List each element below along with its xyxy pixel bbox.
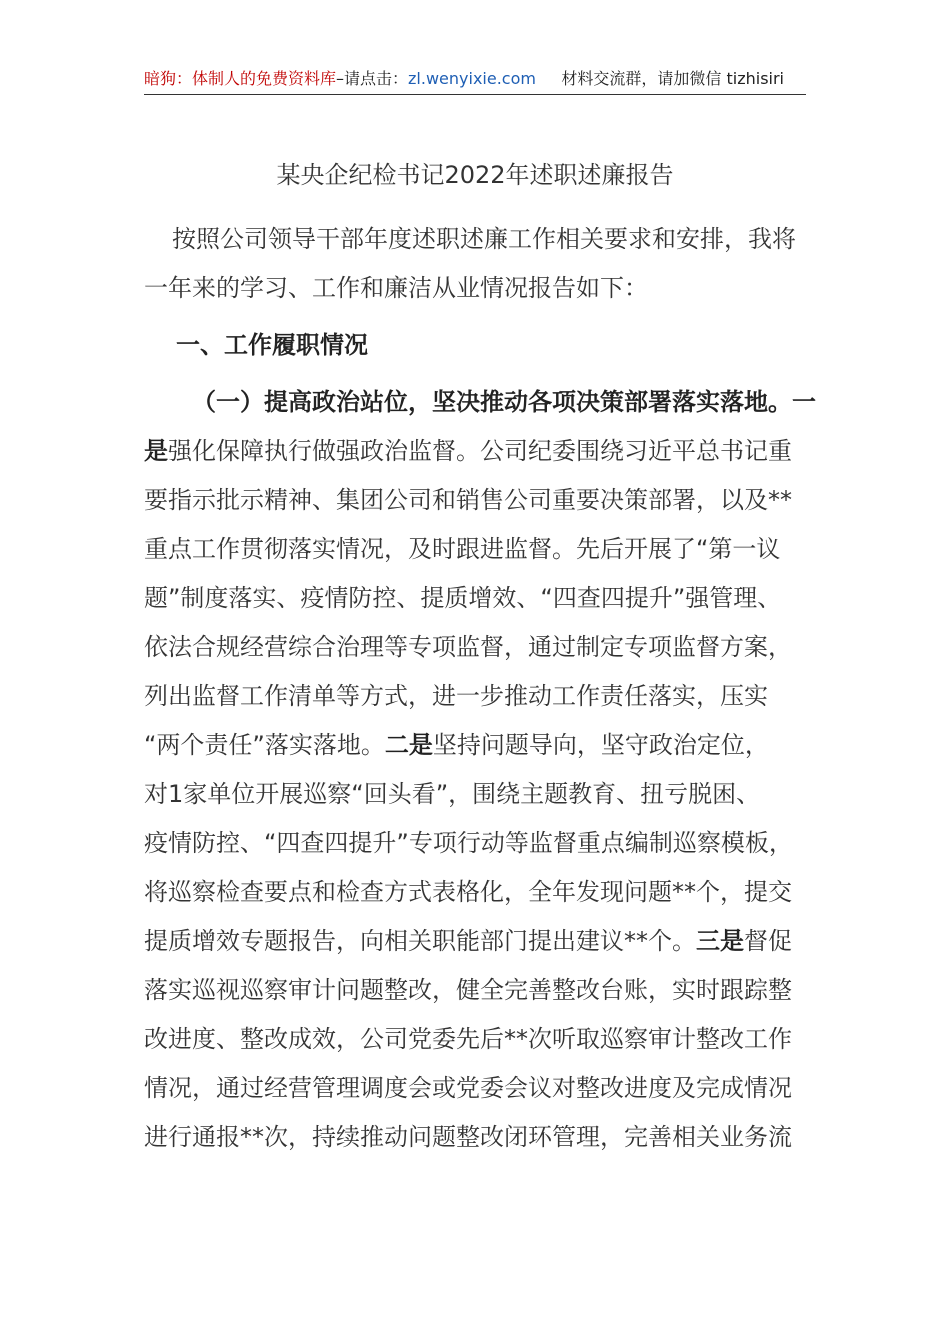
intro-paragraph	[144, 222, 820, 320]
body-line: 要指示批示精神、集团公司和销售公司重要决策部署，以及**	[144, 486, 792, 514]
header-spacer	[536, 69, 561, 88]
body-line	[144, 728, 820, 777]
page-header	[144, 68, 806, 95]
body-line: 题”制度落实、疫情防控、提质增效、“四查四提升”强管理、	[144, 584, 782, 612]
body-line: 改进度、整改成效，公司党委先后**次听取巡察审计整改工作	[144, 1025, 792, 1053]
body-line	[144, 385, 820, 434]
body-line: 落实巡视巡察审计问题整改，健全完善整改台账，实时跟踪整	[144, 976, 792, 1004]
body-text: 坚持问题导向，坚守政治定位，	[432, 731, 769, 759]
body-line: 进行通报**次，持续推动问题整改闭环管理，完善相关业务流	[144, 1123, 792, 1151]
header-site-label: 暗狗：体制人的免费资料库	[144, 69, 337, 88]
marker-one: 一	[792, 388, 816, 416]
body-line: 情况，通过经营管理调度会或党委会议对整改进度及完成情况	[144, 1074, 792, 1102]
marker-one-suffix: 是	[144, 437, 168, 465]
body-text: 强化保障执行做强政治监督。公司纪委围绕习近平总书记重	[168, 437, 792, 465]
body-text: 督促	[744, 927, 792, 955]
marker-two: 二是	[384, 731, 433, 759]
body-text: “两个责任”落实落地。	[144, 731, 385, 759]
document-title: 某央企纪检书记2022年述职述廉报告	[276, 161, 674, 189]
body-line	[144, 924, 820, 973]
section-heading: 一、工作履职情况	[176, 331, 368, 359]
marker-three: 三是	[696, 927, 744, 955]
intro-line: 一年来的学习、工作和廉洁从业情况报告如下：	[144, 274, 648, 302]
intro-line: 按照公司领导干部年度述职述廉工作相关要求和安排，我将	[172, 225, 796, 253]
body-text: 提质增效专题报告，向相关职能部门提出建议**个。	[144, 927, 696, 955]
header-url-link[interactable]: zl.wenyixie.com	[408, 69, 536, 88]
body-paragraph	[144, 385, 820, 1169]
subsection-lead: （一）提高政治站位，坚决推动各项决策部署落实落地。	[192, 388, 792, 416]
body-line: 重点工作贯彻落实情况，及时跟进监督。先后开展了“第一议	[144, 535, 781, 563]
body-line: 疫情防控、“四查四提升”专项行动等监督重点编制巡察模板，	[144, 829, 793, 857]
body-line: 依法合规经营综合治理等专项监督，通过制定专项监督方案，	[144, 633, 792, 661]
body-line: 列出监督工作清单等方式，进一步推动工作责任落实，压实	[144, 682, 768, 710]
header-click-prompt: –请点击：	[336, 69, 409, 88]
body-line: 将巡察检查要点和检查方式表格化，全年发现问题**个，提交	[144, 878, 792, 906]
body-line: 对1家单位开展巡察“回头看”，围绕主题教育、扭亏脱困、	[144, 780, 761, 808]
header-group-note: 材料交流群，请加微信 tizhisiri	[561, 69, 785, 88]
body-line	[144, 434, 820, 483]
